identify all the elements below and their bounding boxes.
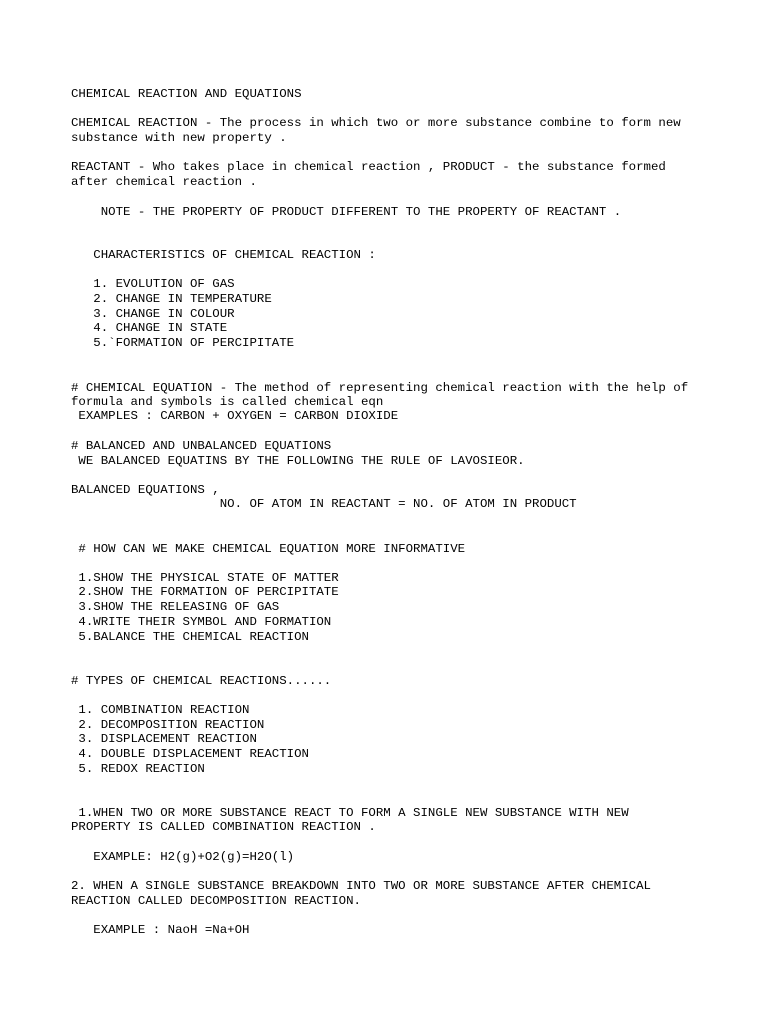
list-item: 1. COMBINATION REACTION: [71, 703, 250, 717]
document-title: CHEMICAL REACTION AND EQUATIONS: [71, 87, 302, 101]
text-line: PROPERTY IS CALLED COMBINATION REACTION .: [71, 820, 376, 834]
text-line: CHEMICAL REACTION - The process in which two or more substance combine to form new: [71, 116, 681, 130]
section-heading: CHARACTERISTICS OF CHEMICAL REACTION :: [71, 248, 376, 262]
text-line: REACTION CALLED DECOMPOSITION REACTION.: [71, 894, 361, 908]
example-line: EXAMPLE : NaoH =Na+OH: [71, 923, 250, 937]
text-line: WE BALANCED EQUATINS BY THE FOLLOWING THE RULE OF LAVOSIEOR.: [71, 454, 525, 468]
text-line: 1.WHEN TWO OR MORE SUBSTANCE REACT TO FORM A SINGLE NEW SUBSTANCE WITH NEW: [71, 806, 629, 820]
text-line: BALANCED EQUATIONS ,: [71, 483, 220, 497]
note-line: NOTE - THE PROPERTY OF PRODUCT DIFFERENT TO THE PROPERTY OF REACTANT .: [71, 205, 622, 219]
example-line: EXAMPLES : CARBON + OXYGEN = CARBON DIOXIDE: [71, 409, 399, 423]
list-item: 4. CHANGE IN STATE: [71, 321, 228, 335]
section-heading: # TYPES OF CHEMICAL REACTIONS......: [71, 674, 332, 688]
list-item: 4. DOUBLE DISPLACEMENT REACTION: [71, 747, 309, 761]
text-line: after chemical reaction .: [71, 175, 257, 189]
list-item: 5.`FORMATION OF PERCIPITATE: [71, 336, 295, 350]
text-line: formula and symbols is called chemical eqn: [71, 395, 384, 409]
list-item: 5. REDOX REACTION: [71, 762, 205, 776]
text-line: substance with new property .: [71, 131, 287, 145]
text-line: 2. WHEN A SINGLE SUBSTANCE BREAKDOWN INTO TWO OR MORE SUBSTANCE AFTER CHEMICAL: [71, 879, 651, 893]
text-line: NO. OF ATOM IN REACTANT = NO. OF ATOM IN PRODUCT: [71, 497, 577, 511]
list-item: 3. DISPLACEMENT REACTION: [71, 732, 257, 746]
list-item: 1. EVOLUTION OF GAS: [71, 277, 235, 291]
example-line: EXAMPLE: H2(g)+O2(g)=H2O(l): [71, 850, 295, 864]
list-item: 4.WRITE THEIR SYMBOL AND FORMATION: [71, 615, 332, 629]
section-heading: # CHEMICAL EQUATION - The method of representing chemical reaction with the help of: [71, 381, 689, 395]
list-item: 2.SHOW THE FORMATION OF PERCIPITATE: [71, 585, 339, 599]
text-line: REACTANT - Who takes place in chemical reaction , PRODUCT - the substance formed: [71, 160, 666, 174]
list-item: 5.BALANCE THE CHEMICAL REACTION: [71, 630, 309, 644]
list-item: 2. DECOMPOSITION REACTION: [71, 718, 265, 732]
list-item: 2. CHANGE IN TEMPERATURE: [71, 292, 272, 306]
section-heading: # BALANCED AND UNBALANCED EQUATIONS: [71, 439, 332, 453]
list-item: 1.SHOW THE PHYSICAL STATE OF MATTER: [71, 571, 339, 585]
section-heading: # HOW CAN WE MAKE CHEMICAL EQUATION MORE INFORMATIVE: [71, 542, 466, 556]
list-item: 3.SHOW THE RELEASING OF GAS: [71, 600, 280, 614]
list-item: 3. CHANGE IN COLOUR: [71, 307, 235, 321]
